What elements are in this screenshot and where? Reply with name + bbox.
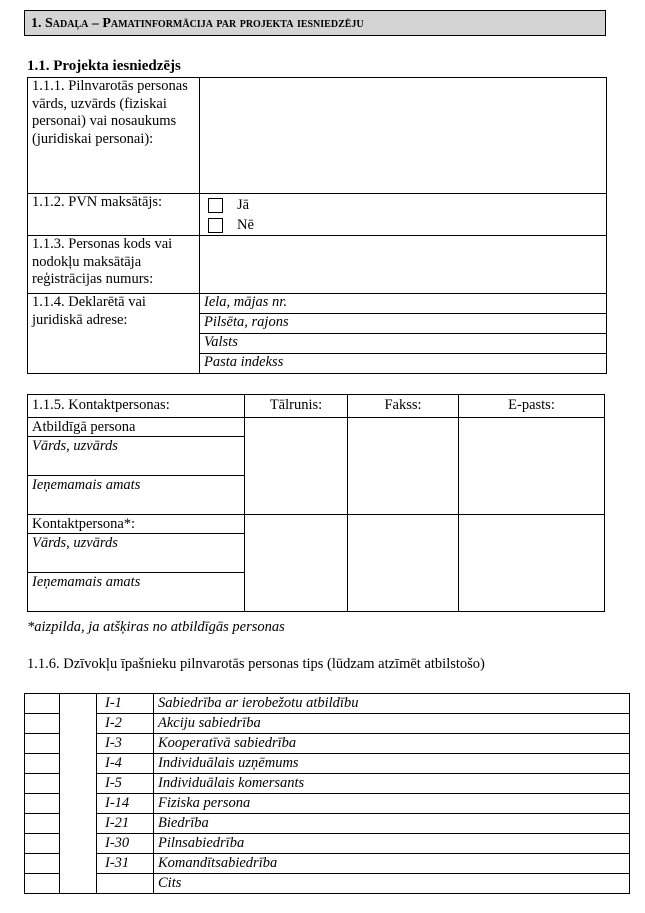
contact-email-field[interactable] [459, 515, 605, 612]
vat-yes-checkbox[interactable] [208, 198, 223, 213]
row-spacer [60, 874, 97, 894]
owner-type-code: I-5 [97, 774, 154, 794]
fax-header: Fakss: [348, 395, 459, 418]
owner-type-label: Fiziska persona [154, 794, 630, 814]
owner-type-label: Cits [154, 874, 630, 894]
row-spacer [60, 694, 97, 714]
owner-type-checkbox[interactable] [25, 734, 60, 754]
owner-type-label: Akciju sabiedrība [154, 714, 630, 734]
vat-no-label: Nē [237, 217, 254, 233]
contact-name-field[interactable]: Vārds, uzvārds [28, 534, 245, 573]
contact-phone-field[interactable] [245, 515, 348, 612]
owner-type-row [25, 714, 630, 734]
owner-type-label: Sabiedrība ar ierobežotu atbildību [154, 694, 630, 714]
row-spacer [60, 754, 97, 774]
row-spacer [60, 774, 97, 794]
owner-type-checkbox[interactable] [25, 794, 60, 814]
vat-no-checkbox[interactable] [208, 218, 223, 233]
subsection-title: 1.1. Projekta iesniedzējs [27, 58, 181, 74]
owner-type-row [25, 754, 630, 774]
owner-type-checkbox[interactable] [25, 854, 60, 874]
owner-type-label: Biedrība [154, 814, 630, 834]
responsible-position-field[interactable]: Ieņemamais amats [28, 476, 245, 515]
owner-type-row [25, 874, 630, 894]
applicant-table [27, 77, 607, 374]
row-spacer [60, 814, 97, 834]
phone-header: Tālrunis: [245, 395, 348, 418]
owner-type-code: I-1 [97, 694, 154, 714]
owner-type-row [25, 774, 630, 794]
responsible-name-field[interactable]: Vārds, uzvārds [28, 437, 245, 476]
applicant-name-field[interactable] [200, 78, 607, 194]
owner-type-row [25, 734, 630, 754]
owner-type-row [25, 814, 630, 834]
vat-yes-label: Jā [237, 197, 250, 213]
owner-type-code: I-2 [97, 714, 154, 734]
owner-type-label: Individuālais komersants [154, 774, 630, 794]
section-title-dash: – [88, 16, 103, 31]
responsible-email-field[interactable] [459, 418, 605, 515]
owner-type-checkbox[interactable] [25, 694, 60, 714]
row-spacer [60, 854, 97, 874]
contact-position-field[interactable]: Ieņemamais amats [28, 573, 245, 612]
section-header [24, 10, 606, 36]
owner-type-question: 1.1.6. Dzīvokļu īpašnieku pilnvarotās personas tips (lūdzam atzīmēt atbilstošo) [27, 656, 485, 672]
email-header: E-pasts: [459, 395, 605, 418]
owner-type-label: Kooperatīvā sabiedrība [154, 734, 630, 754]
owner-type-table [24, 693, 630, 894]
contacts-footnote: *aizpilda, ja atšķiras no atbildīgās personas [27, 619, 285, 635]
owner-type-code: I-3 [97, 734, 154, 754]
owner-type-label: Komandītsabiedrība [154, 854, 630, 874]
owner-type-label: Individuālais uzņēmums [154, 754, 630, 774]
owner-type-code [97, 874, 154, 894]
contact-fax-field[interactable] [348, 515, 459, 612]
row-spacer [60, 834, 97, 854]
address-city-field[interactable]: Pilsēta, rajons [200, 314, 607, 334]
owner-type-checkbox[interactable] [25, 814, 60, 834]
owner-type-row [25, 854, 630, 874]
personal-code-label: 1.1.3. Personas kods vai nodokļu maksātāja reģistrācijas numurs: [28, 236, 200, 294]
address-street-field[interactable]: Iela, mājas nr. [200, 294, 607, 314]
section-title-part2: Pamatinformācija par projekta iesniedzēju [102, 16, 364, 31]
owner-type-code: I-14 [97, 794, 154, 814]
row-spacer [60, 734, 97, 754]
section-title-part1: Sadaļa [45, 16, 89, 31]
personal-code-field[interactable] [200, 236, 607, 294]
contacts-table [27, 394, 605, 612]
owner-type-checkbox[interactable] [25, 714, 60, 734]
vat-yes-option[interactable] [204, 195, 602, 215]
owner-type-checkbox[interactable] [25, 774, 60, 794]
owner-type-checkbox[interactable] [25, 874, 60, 894]
owner-type-checkbox[interactable] [25, 834, 60, 854]
owner-type-row [25, 794, 630, 814]
vat-no-option[interactable] [204, 215, 602, 235]
row-spacer [60, 714, 97, 734]
owner-type-code: I-4 [97, 754, 154, 774]
address-country-field[interactable]: Valsts [200, 334, 607, 354]
section-number: 1. [31, 16, 42, 31]
owner-type-row [25, 834, 630, 854]
owner-type-label: Pilnsabiedrība [154, 834, 630, 854]
owner-type-row [25, 694, 630, 714]
applicant-name-label: 1.1.1. Pilnvarotās personas vārds, uzvārds (fiziskai personai) vai nosaukums (juridiskai personai): [28, 78, 200, 194]
owner-type-code: I-30 [97, 834, 154, 854]
owner-type-checkbox[interactable] [25, 754, 60, 774]
address-label: 1.1.4. Deklarētā vai juridiskā adrese: [28, 294, 200, 374]
owner-type-code: I-31 [97, 854, 154, 874]
contacts-header: 1.1.5. Kontaktpersonas: [28, 395, 245, 418]
address-postal-field[interactable]: Pasta indekss [200, 354, 607, 374]
responsible-fax-field[interactable] [348, 418, 459, 515]
row-spacer [60, 794, 97, 814]
responsible-phone-field[interactable] [245, 418, 348, 515]
responsible-person-label: Atbildīgā persona [28, 418, 245, 437]
owner-type-code: I-21 [97, 814, 154, 834]
contact-person-label: Kontaktpersona*: [28, 515, 245, 534]
vat-label: 1.1.2. PVN maksātājs: [28, 194, 200, 236]
